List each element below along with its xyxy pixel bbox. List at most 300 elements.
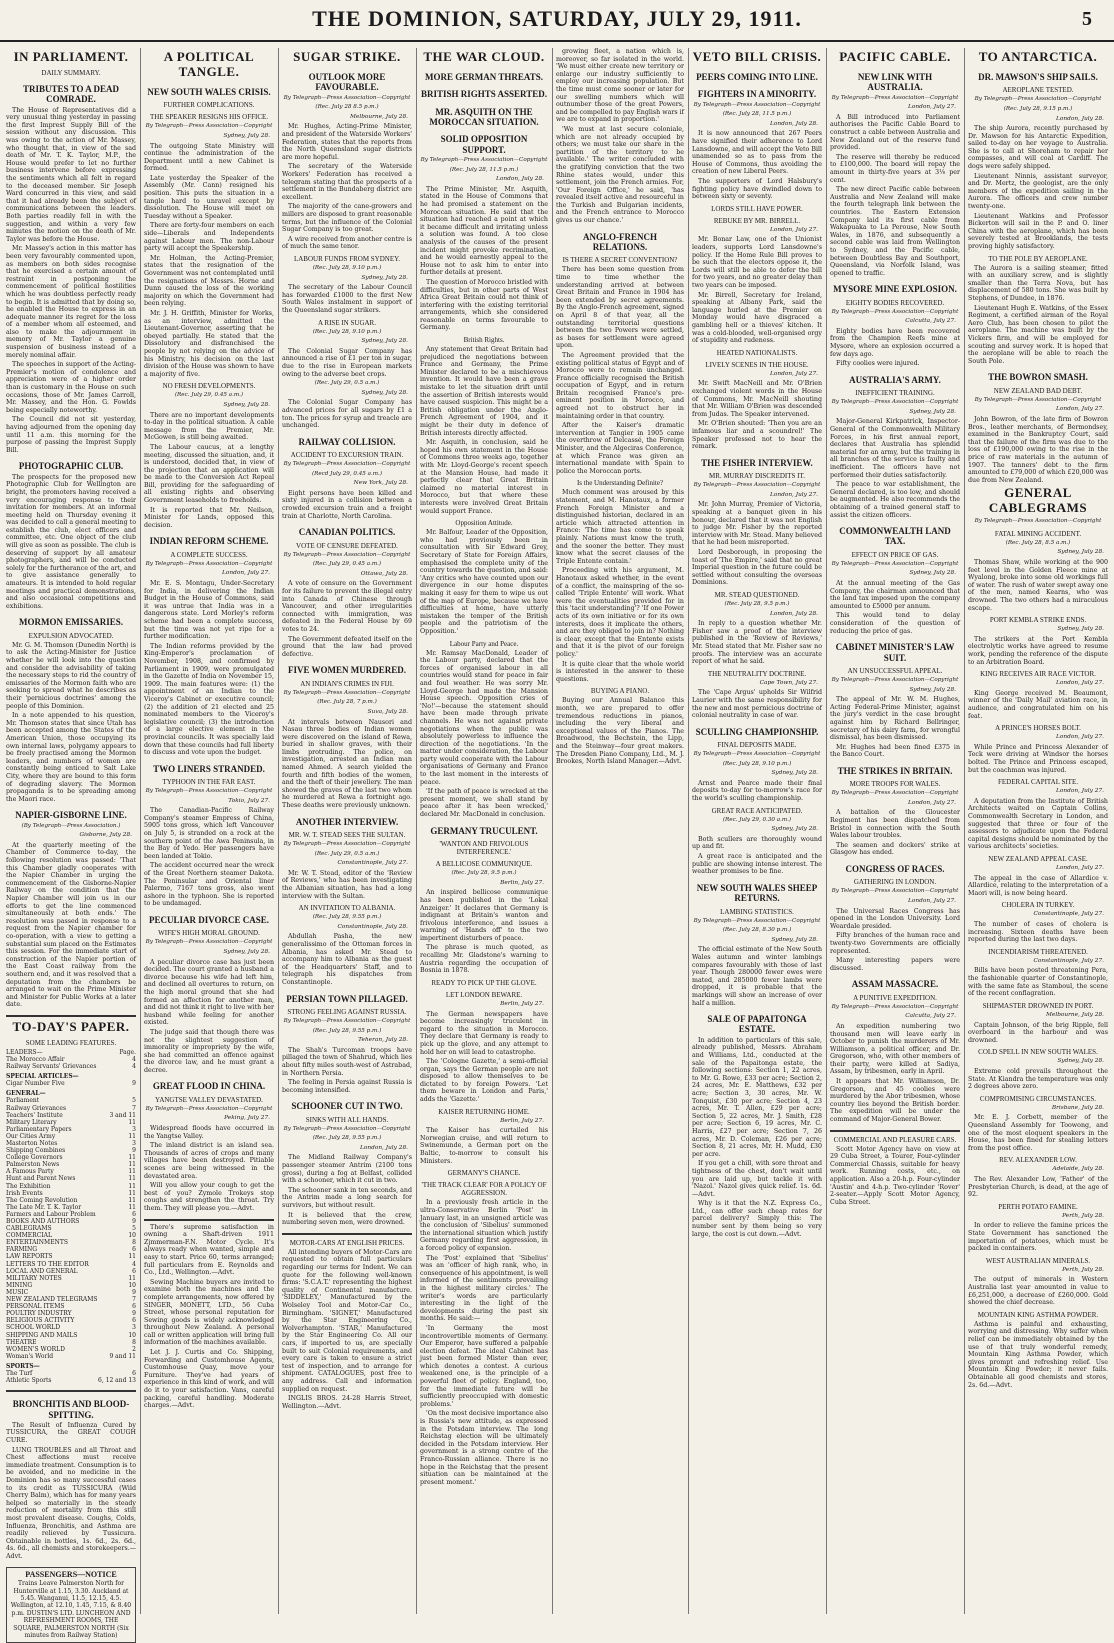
minor-heading: AEROPLANE TESTED. bbox=[1002, 86, 1074, 95]
contents-entry: THEATRE bbox=[6, 1338, 37, 1346]
subheadline: PECULIAR DIVORCE CASE. bbox=[148, 914, 270, 925]
dateline: Suva, July 28. bbox=[367, 708, 408, 715]
subheadline: THE STRIKES IN BRITAIN. bbox=[837, 765, 953, 776]
masthead bbox=[0, 0, 1114, 42]
contents-entry: LETTERS TO THE EDITOR bbox=[6, 1260, 89, 1268]
article-paragraph: INGLIS BROS. 24-28 Harris Street, Wellington.—Advt. bbox=[282, 1395, 412, 1410]
received-time: (Rec. July 28, 9.10 p.m.) bbox=[312, 328, 382, 335]
dateline: London, July 27. bbox=[908, 799, 956, 806]
minor-heading: COLD SPELL IN NEW SOUTH WALES. bbox=[978, 1048, 1098, 1057]
article-paragraph: Eight persons have been killed and sixty injured in a collision between a crowded excursion train and a freight train at Charlotte, North Carolina. bbox=[282, 489, 412, 520]
contents-row bbox=[6, 1112, 136, 1119]
article-paragraph: Lord Desborough, in proposing the toast of 'The Empire,' said that no great Imperial question in the future could be settled without consulting the overseas Dominions. bbox=[692, 548, 822, 587]
article-paragraph: The Shah's Turcoman troops have pillaged the town of Shahrud, which lies about fifty miles south-west of Astrabad, in Northern Persia. bbox=[282, 1046, 412, 1077]
contents-row bbox=[6, 1346, 136, 1353]
article-paragraph: The new direct Pacific cable between Australia and New Zealand will make the fourth telegraph link between the countries. The Eastern Extension Company laid its first cable from Wakapuaka to La Perouse, New South Wales, in 1876, and subsequently a second cable was laid from Wellington to Sydney, and the Pacific cable, between Doubtless Bay and Southport, Queensland, via Norfolk Island, was opened to traffic. bbox=[830, 186, 960, 277]
article-paragraph: A great race is anticipated and the public are showing intense interest. The weather promises to be fine. bbox=[692, 853, 822, 876]
contents-entry: MUSIC bbox=[6, 1288, 29, 1296]
dateline: London, July 28. bbox=[1056, 115, 1104, 122]
contents-entry: CABLEGRAMS bbox=[6, 1225, 52, 1233]
article-paragraph: Asthma is painful and exhausting, worrying and distressing. Why suffer when relief can be immediately obtained by the use of that truly wonderful remedy, Mountain King Asthma Powder, which gives prompt and refreshing relief. Use Mountain King Powder; it never fails. Obtainable all good chemists and stores, 2s. 6d.—Advt. bbox=[968, 1320, 1108, 1389]
article-paragraph: At the annual meeting of the Gas Company, the chairman announced that the land tax imposed upon the company amounted to £5000 per annum. bbox=[830, 580, 960, 610]
subheadline: GREAT FLOOD IN CHINA. bbox=[152, 1081, 266, 1092]
article-paragraph: An expedition numbering two thousand men will leave early in October to punish the murderers of Mr. Williamson, a political officer, and Dr. Gregorson, who, with other members of their party, were killed at Sadiya, Assam, by tribesmen, early in April. bbox=[830, 1022, 960, 1076]
subheadline: FIGHTERS IN A MINORITY. bbox=[697, 89, 817, 100]
subheadline: DR. MAWSON'S SHIP SAILS. bbox=[978, 71, 1098, 82]
contents-row bbox=[6, 1154, 136, 1161]
article-paragraph: Mr. Balfour, Leader of the Opposition, who had previously been in consultation with Sir Edward Grey, Secretary of State for Foreign Affairs, emphasised the complete unity of the country towards the question, and said: 'Any critics who have counted upon our divergence in our home disputes making it easy for them to wipe us out of the map of Europe, because we have difficulties at home, have utterly mistaken the temper of the British people and the patriotism of the Opposition.' bbox=[420, 529, 548, 635]
contents-page: 3 bbox=[132, 1324, 136, 1332]
contents-page: 4 bbox=[132, 1055, 136, 1063]
article-paragraph: Mr. Massey's action in this matter has been very favourably commented upon, as members on both sides recognise that he exercised a certain amount of restraint in postponing the commencement of political hostilities which he was doubtless perfectly ready to begin. It is admitted that by doing so, he enabled the House to express in an adequate manner its regret for the loss of a member whom all esteemed, and also to make the adjournment in memory of Mr. Taylor a genuine suspension of business instead of a merely nominal affair. bbox=[6, 245, 136, 359]
article-paragraph: Proceeding with his argument, M. Hanotaux asked whether, in the event of a conflict, the mainspring of the so-called 'Triple Entente' will work. What were the eventualities provided for in this 'tacit understanding'? 'If one Power acts of its own initiative or for its own interests, does it implicate the others, and are they obliged to join in? Nothing is clear, except that the Entente exists and that it is the pivot of our foreign policy.' bbox=[556, 567, 684, 658]
article-paragraph: Much comment was aroused by this statement, and M. Hanotaux, a former French Foreign Minister and a distinguished historian, declared in an article which attracted attention in France: 'The time has come to speak plainly. Nations must know the truth, and the sooner the better. They must know what the secret clauses of the Triple Entente contain.' bbox=[556, 489, 684, 565]
article-paragraph: The German newspapers have become increasingly truculent in regard to the situation in Morocco. They declare that Germany is ready to pick up the glove, and any attempt to hold her on will lead to catastrophe. bbox=[420, 1010, 548, 1056]
minor-heading: REV. ALEXANDER LOW. bbox=[999, 1156, 1077, 1165]
section-divider bbox=[6, 1390, 136, 1392]
section-divider bbox=[144, 1219, 274, 1221]
article-paragraph: It is now announced that 267 Peers have signified their adherence to Lord Lansdowne, and will accept the Veto Bill unamended so as to pass from the House of Commons, thus avoiding the creation of new Liberal Peers. bbox=[692, 130, 822, 176]
received-time: (Rec. July 28, 9.5 p.m.) bbox=[724, 600, 790, 607]
subheadline: SCULLING CHAMPIONSHIP. bbox=[695, 726, 819, 737]
telegraph-credit: By Telegraph—Press Association—Copyright bbox=[974, 96, 1102, 103]
contents-page: 3 bbox=[132, 1125, 136, 1133]
subheadline: CONGRESS OF RACES. bbox=[845, 864, 945, 875]
contents-row bbox=[6, 1119, 136, 1126]
article-paragraph: All intending buyers of Motor-Cars are requested to obtain full particulars regarding our terms for Indent. We can quote for the following well-known firms: 'S.C.A.T.' representing the highest quality of Continental manufacture. 'SIDDELEY,' Manufactured by the Wolseley Tool and Motor-Car Co., Birmingham. 'SIGNET,' Manufactured by the Star Engineering Co., Wolverhampton. 'STAR,' Manufactured by the Star Engineering Co. All our cars, if imported to us, are specially built to suit Colonial requirements, and every care is taken to ensure a strict test of inspection, and to arrange for shipment. CATALOGUES, post free to any address. Call and information supplied on request. bbox=[282, 1248, 412, 1393]
contents-page: 5 bbox=[132, 1225, 136, 1233]
article-paragraph: The Agreement provided that the existing political status of Egypt and of Morocco were to remain unchanged. France officially recognised the British occupation of Egypt, and in return Britain recognised France's pre-eminent position in Morocco, and agreed not to obstruct her in maintaining order in that country. bbox=[556, 351, 684, 420]
article-paragraph: Eighty bodies have been recovered from the Champion Reefs mine at Mysore, where an explosion occurred a few days ago. bbox=[830, 327, 960, 358]
minor-heading: MOUNTAIN KING ASTHMA POWDER. bbox=[977, 1310, 1099, 1319]
dateline: Cape Town, July 27. bbox=[759, 679, 818, 686]
contents-row bbox=[6, 1090, 136, 1097]
subheadline: MR. ASQUITH ON THE MOROCCAN SITUATION. bbox=[429, 106, 539, 127]
article-paragraph: Mr. W. T. Stead, editor of the 'Review of Reviews,' who has been investigating the Albanian situation, has had a long interview with the Sultan. bbox=[282, 869, 412, 900]
received-time: (Rec. July 29, 0.45 a.m.) bbox=[174, 392, 244, 399]
article-paragraph: Fifty coolies were injured. bbox=[836, 360, 920, 368]
dateline: Sydney, July 28. bbox=[909, 570, 956, 577]
column-5 bbox=[556, 48, 684, 1614]
contents-page: 10 bbox=[128, 1232, 136, 1240]
subheadline: ASSAM MASSACRE. bbox=[851, 979, 939, 990]
telegraph-credit: By Telegraph—Press Association—Copyright bbox=[831, 888, 959, 895]
received-time: (Rec. July 28, 9.55 p.m.) bbox=[312, 914, 382, 921]
dateline: Ottawa, July 28. bbox=[360, 570, 408, 577]
article-paragraph: The Prime Minister, Mr. Asquith, stated in the House of Commons that he had promised a statement on the Moroccan situation. He said that the situation had reached a point at which it became difficult and irritating unless a solution was found. A too close analysis of the causes of the present incident might provoke recrimination, and he would earnestly appeal to the House not to ask him to enter into further details at present. bbox=[420, 185, 548, 277]
telegraph-credit: By Telegraph—Press Association—Copyright bbox=[974, 518, 1102, 525]
minor-heading: WEST AUSTRALIAN MINERALS. bbox=[985, 1256, 1091, 1265]
article-paragraph: 'In Germany the most incontrovertible moments of Germany. Our Emperor, have suffered a palpable election defeat. The ideal Cabinet has just been formed Mister than ever, which denotes a contest. A curious weakened one, is the principle of a powerful fleet of policy. England, too, for the immediate future will be sufficiently preoccupied with domestic problems.' bbox=[420, 1324, 548, 1408]
article-paragraph: The feeling in Persia against Russia is becoming intensified. bbox=[282, 1079, 412, 1094]
article-paragraph: Mr. E. S. Montagu, Under-Secretary for India, in delivering the Indian Budget in the House of Commons, said it was untrue that India was in a dangerous state. Lord Morley's reform scheme had been a complete success, but the time was not yet ripe for a further modification. bbox=[144, 580, 274, 641]
dateline: Sydney, July 28. bbox=[771, 936, 818, 943]
dateline: London, July 27. bbox=[1056, 788, 1104, 795]
telegraph-credit: By Telegraph—Press Association—Copyright bbox=[693, 101, 821, 108]
article-paragraph: Bills have been posted threatening Pera, the fashionable quarter of Constantinople, with the same fate as Stamboul, the scene of the recent conflagration. bbox=[968, 967, 1108, 998]
article-paragraph: Mr. Holman, the Acting-Premier, states that the resignation of the Government was not contemplated until the resignations of Messrs. Horne and Dunn caused the loss of the working majority on which the Government had been relying. bbox=[144, 254, 274, 308]
dateline: Sydney, July 28. bbox=[223, 401, 270, 408]
minor-heading: COMMERCIAL AND PLEASURE CARS. bbox=[833, 1135, 957, 1144]
minor-heading: YANGTSE VALLEY DEVASTATED. bbox=[155, 1095, 263, 1104]
received-time: (Rec. July 28, 8.5 a.m.) bbox=[1005, 539, 1071, 546]
minor-heading: COMPROMISING CIRCUMSTANCES. bbox=[979, 1094, 1097, 1103]
column-2 bbox=[144, 48, 274, 1614]
article-paragraph: The supporters of Lord Halsbury's fighting policy have dwindled down to between sixty or seventy. bbox=[692, 177, 822, 201]
dateline: Calcutta, July 27. bbox=[905, 318, 956, 325]
telegraph-credit: By Telegraph—Press Association—Copyright bbox=[145, 788, 273, 795]
telegraph-credit: By Telegraph—Press Association—Copyright bbox=[420, 157, 548, 163]
article-paragraph: Mr. Birrell, Secretary for Ireland, speaking at Albany Park, said the language hurled at the Premier on Monday would have disgraced a gambling hell or a thieves' kitchen. It was a cold-blooded, well-organised orgy of stupidity and rudeness. bbox=[692, 291, 822, 345]
contents-page: 10 bbox=[128, 1281, 136, 1289]
contents-entry: NEW ZEALAND TELEGRAMS bbox=[6, 1296, 98, 1304]
dateline: Melbourne, July 28. bbox=[1045, 1011, 1104, 1018]
contents-entry: SPECIAL ARTICLES— bbox=[6, 1073, 79, 1081]
headline: A POLITICAL TANGLE. bbox=[163, 49, 255, 79]
contents-row bbox=[6, 1253, 136, 1260]
received-time: (Rec. July 28, 8.30 p.m.) bbox=[722, 927, 792, 934]
article-paragraph: A vote of censure on the Government for its failure to prevent the illegal entry into Canada of Chinese through Vancouver, and other irregularities connected with immigration, was defeated in the Federal House by 69 votes to 24. bbox=[282, 580, 412, 633]
contents-entry: FARMING bbox=[6, 1246, 38, 1254]
column-rule bbox=[964, 48, 965, 1614]
article-paragraph: 'On the most decisive importance also is Russia's new attitude, as expressed in the Potsdam interview. The long Reichstag election will be ultimately decided in the Potsdam interview. Her government is a strong centre of the Franco-Russian alliance. There is no hope in the Reichstag that the present situation can be maintained at the present moment.' bbox=[420, 1410, 548, 1486]
subheadline: INDIAN REFORM SCHEME. bbox=[149, 536, 269, 547]
contents-row bbox=[6, 1097, 136, 1104]
telegraph-credit: By Telegraph—Press Association—Copyright bbox=[283, 551, 411, 558]
telegraph-credit: By Telegraph—Press Association—Copyright bbox=[693, 917, 821, 924]
contents-page: 10 bbox=[128, 1331, 136, 1339]
contents-page: 11 bbox=[128, 1274, 136, 1282]
minor-heading: MORE TROOPS FOR WALES. bbox=[849, 780, 941, 789]
telegraph-credit: By Telegraph—Press Association—Copyright bbox=[831, 308, 959, 315]
minor-heading: KING RECEIVES AIR RACE VICTOR. bbox=[980, 670, 1096, 679]
contents-entry: LOCAL AND GENERAL bbox=[6, 1267, 78, 1275]
article-paragraph: While Prince and Princess Alexander of Teck were driving at Windsor the horses bolted. The Prince and Princess escaped, but the coachman was injured. bbox=[968, 743, 1108, 774]
minor-heading: NEW ZEALAND BAD DEBT. bbox=[993, 386, 1083, 395]
article-paragraph: Mr. Asquith, in conclusion, said he hoped his own statement in the House of Commons three weeks ago, together with Mr. Lloyd-George's recent speech at the Mansion House, had made it perfectly clear that Great Britain claimed no material interest in Morocco, but that where these interests were involved Great Britain would support France. bbox=[420, 439, 548, 515]
contents-entry: MINING bbox=[6, 1281, 33, 1289]
article-paragraph: It appears that Mr. Williamson, Dr. Gregorson, and 45 coolies were murdered by the Abor tribesmen, whose country lies beyond the British border. The expedition will be under the command of Major-General Bower. bbox=[830, 1078, 960, 1124]
received-time: (Rec. July 28, 9.55 p.m.) bbox=[312, 1135, 382, 1142]
subheadline: TWO LINERS STRANDED. bbox=[153, 763, 265, 774]
article-paragraph: Lieutenant Hugh E. Watkins, of the Essex Regiment, a certified airman of the Royal Aero Club, has been chosen to pilot the aeroplane. The machine was built by the Vickers firm, and will be employed for scouting and survey work. It is hoped that the aeroplane will be able to reach the South Pole. bbox=[968, 304, 1108, 365]
contents-row bbox=[6, 1133, 136, 1140]
minor-heading: MOTOR-CARS AT ENGLISH PRICES. bbox=[289, 1238, 405, 1247]
advertisement-text: Trains Leave Palmerston North for Hunterville at 1.15, 3.30. Auckland at 5.45. Wanganui, 11.5, 12.15, 4.5. Wellington, at 12.10, 1.45, 7.15, & 8.40 p.m. DUSTIN'S LTD. LUNCHEON AND REFRESHMENT ROOMS, THE SQUARE, PALMERSTON NORTH (Six minutes from Railway Station) bbox=[10, 1580, 132, 1639]
minor-heading: LET LONDON BEWARE. bbox=[445, 990, 523, 999]
section-divider bbox=[282, 1233, 412, 1235]
dateline: London, July 28. bbox=[770, 610, 818, 617]
article-paragraph: Mr. Hughes, Acting-Prime Minister, and president of the Waterside Workers' Federation, states that the reports from the North Queensland sugar districts are more hopeful. bbox=[282, 123, 412, 161]
contents-page: 4 bbox=[132, 1260, 136, 1268]
article-paragraph: A peculiar divorce case has just been decided. The court granted a husband a divorce because his wife had left him, and declined all overtures to return, on the high moral ground that she had formed an affection for another man, and did not think it right to live with her husband while feeling for another existed. bbox=[144, 958, 274, 1027]
minor-heading: MR. W. T. STEAD SEES THE SULTAN. bbox=[288, 830, 406, 839]
minor-heading: TO THE POLE BY AEROPLANE. bbox=[988, 254, 1088, 263]
article-paragraph: A deputation from the Institute of British Architects waited on Captain Collins, Commonwealth Secretary in London, and suggested that three or four of the assessors to adjudicate upon the Federal capital designs should be nominated by the various architects' societies. bbox=[968, 797, 1108, 851]
column-rule bbox=[826, 48, 827, 1614]
article-paragraph: 'We must at last secure coloniale, which are not already occupied by others; we must take our share in the partition of the territory to be available.' The writer concluded with the gratifying conviction that the two Rhine states would, under this settlement, join the French armies. For, 'Our Foreign Office,' he said, 'has revealed itself active and resourceful in the Turkish and Bulgarian incidents, and the French entrance to Morocco gives us our chance.' bbox=[556, 125, 684, 225]
headline: PACIFIC CABLE. bbox=[839, 49, 951, 64]
minor-heading: FATAL MINING ACCIDENT. bbox=[994, 529, 1082, 538]
contents-page: 9 bbox=[132, 1310, 136, 1318]
subheadline: MYSORE MINE EXPLOSION. bbox=[833, 284, 957, 295]
article-paragraph: LUNG TROUBLES and all Throat and Chest affections must receive immediate treatment. Consumption is to be avoided, and no medicine in the Dominion has so many successful cases to its credit as TUSSICURA (Wild Cherry Balm), which has for many years helped so materially in the steady reduction of mortality from this still most prevalent disease. Coughs, Colds, Influenza, Bronchitis, and Asthma are readily relieved by Tussicura. Obtainable in bottles, 1s. 6d., 2s. 6d., 4s. 6d., all chemists and storekeepers.—Advt. bbox=[6, 1446, 136, 1560]
dateline: Sydney, July 28. bbox=[909, 686, 956, 693]
subheadline: FIVE WOMEN MURDERED. bbox=[287, 665, 407, 676]
minor-heading: Opposition Attitude. bbox=[455, 519, 513, 528]
subheadline: MORE GERMAN THREATS. bbox=[425, 71, 543, 82]
contents-list bbox=[6, 1049, 136, 1384]
contents-page: 9 bbox=[132, 1147, 136, 1155]
contents-page: 11 bbox=[128, 1161, 136, 1169]
subheadline: ANGLO-FRENCH RELATIONS. bbox=[583, 231, 657, 252]
contents-row bbox=[6, 1190, 136, 1197]
minor-heading: SINKS WITH ALL HANDS. bbox=[305, 1115, 389, 1124]
received-time: (Rec. July 28, 11.5 p.m.) bbox=[449, 166, 519, 173]
contents-page: 6, 12 and 13 bbox=[98, 1377, 136, 1385]
article-paragraph: The majority of the cane-growers and millers are disposed to grant reasonable terms, but the influence of the Colonial Sugar Company is too great. bbox=[282, 203, 412, 234]
contents-page: 11 bbox=[128, 1253, 136, 1261]
contents-row bbox=[6, 1370, 136, 1377]
article-paragraph: An inspired bellicose communique has been published in the 'Lokal Anzeiger.' It declares that Germany is indignant at Britain's wanton and frivolous interference, and issues a warning of 'Hands off' to the two impertinent disturbers of peace. bbox=[420, 889, 548, 942]
article-paragraph: The number of cases of cholera is increasing. Sixteen deaths have been reported during the last two days. bbox=[968, 921, 1108, 944]
page-number: 5 bbox=[1082, 8, 1092, 30]
contents-row bbox=[6, 1056, 136, 1063]
telegraph-credit: By Telegraph—Press Association—Copyright bbox=[283, 1017, 411, 1024]
dateline: Sydney, July 28. bbox=[1057, 549, 1104, 556]
contents-row bbox=[6, 1246, 136, 1253]
article-paragraph: It is reported that Mr. Neilson, Minister for Lands, opposed this decision. bbox=[144, 506, 274, 529]
received-time: (Rec. July 28, 9.55 p.m.) bbox=[312, 1027, 382, 1034]
article-paragraph: The Colonial Sugar Company has advanced prices for all sugars by £1 a ton. The prices for syrup and treacle are unchanged. bbox=[282, 399, 412, 430]
subheadline: RAILWAY COLLISION. bbox=[298, 436, 396, 447]
contents-row bbox=[6, 1183, 136, 1190]
contents-entry: Railway Grievances bbox=[6, 1104, 67, 1112]
article-paragraph: Mr. G. M. Thomson (Dunedin North) is to ask the Acting-Minister for Justice whether he will look into the question and consider the advisability of taking the necessary steps to rid the country of emissaries of the Mormon faith who are seeking to spread what he describes as their 'pernicious doctrines' among the people of this Dominion. bbox=[6, 641, 136, 710]
contents-row bbox=[6, 1105, 136, 1112]
telegraph-credit: By Telegraph—Press Association—Copyright bbox=[693, 751, 821, 758]
article-paragraph: The strikers at the Port Kembla electrolytic works have agreed to resume work, pending the reference of the dispute to an Arbitration Board. bbox=[968, 635, 1108, 666]
article-paragraph: In reply to a question whether Mr. Fisher saw a proof of the interview published in the 'Review of Reviews,' Mr. Stead stated that Mr. Fisher saw no proofs. The interview was an accurate report of what he said. bbox=[692, 620, 822, 666]
subheadline: SOLID OPPOSITION SUPPORT. bbox=[440, 134, 528, 155]
contents-row bbox=[6, 1049, 136, 1056]
article-paragraph: King George received M. Beaumont, winner of the 'Daily Mail' aviation race, in audience, and congratulated him on his feat. bbox=[968, 689, 1108, 720]
subheadline: BRONCHITIS AND BLOOD-SPITTING. bbox=[12, 1399, 130, 1420]
dateline: Sydney, July 28. bbox=[771, 770, 818, 777]
received-time: (Rec. July 29, 0.5 a.m.) bbox=[314, 380, 380, 387]
subheadline: BRITISH RIGHTS ASSERTED. bbox=[421, 89, 547, 100]
dateline: Brisbane, July 28. bbox=[1051, 1104, 1104, 1111]
contents-entry: POULTRY INDUSTRY bbox=[6, 1310, 72, 1318]
subheadline: AUSTRALIA'S ARMY. bbox=[849, 374, 941, 385]
contents-page: 9 and 11 bbox=[109, 1352, 136, 1360]
contents-entry: Military Literary bbox=[6, 1118, 57, 1126]
article-paragraph: Why is it that the N.Z. Express Co., Ltd., can offer such cheap rates for parcel delivery? Simply this: The number sent by them being so very large, the cost is cut down.—Advt. bbox=[692, 1200, 822, 1238]
contents-entry: MILITARY NOTES bbox=[6, 1274, 62, 1282]
contents-row bbox=[6, 1261, 136, 1268]
minor-heading: INEFFICIENT TRAINING. bbox=[855, 389, 935, 398]
minor-heading: LIVELY SCENES IN THE HOUSE. bbox=[705, 360, 809, 369]
minor-heading: NEW ZEALAND APPEAL CASE. bbox=[988, 855, 1088, 863]
article-paragraph: Captain Johnson, of the brig Ripple, fell overboard in the harbour and was drowned. bbox=[968, 1021, 1108, 1044]
article-paragraph: Sewing Machine buyers are invited to examine both the machines and the complete arrangements, now offered by SINGER, MONETT, LTD., 56 Cuba Street, whose personal reputation for Sewing goods is widely acknowledged throughout New Zealand. A personal call or written application will bring full information of the machines available. bbox=[144, 1278, 274, 1347]
dateline: Calcutta, July 27. bbox=[905, 1013, 956, 1020]
contents-entry: COMMERCIAL bbox=[6, 1232, 52, 1240]
contents-row bbox=[6, 1332, 136, 1339]
contents-page: 9 bbox=[132, 1218, 136, 1226]
article-paragraph: The reserve will thereby be reduced to £100,000. The board will repay the amount in thirty-five years at 3⅛ per cent. bbox=[830, 153, 960, 184]
telegraph-credit: By Telegraph—Press Association—Copyright bbox=[283, 841, 411, 848]
dateline: London, July 27. bbox=[770, 226, 818, 233]
contents-page: 6 bbox=[132, 1246, 136, 1254]
minor-heading: MR. MURRAY DISCREDITS IT. bbox=[708, 472, 805, 481]
contents-entry: Masterton Notes bbox=[6, 1139, 58, 1147]
minor-heading: FURTHER COMPLICATIONS. bbox=[163, 101, 255, 110]
article-paragraph: After the Kaiser's dramatic intervention at Tangier in 1905 came the overthrow of Delcassé, the Foreign Minister, and the Algeciras Conference, at which France was given an international mandate with Spain to police the Moroccan ports. bbox=[556, 422, 684, 475]
article-paragraph: Late yesterday the Speaker of the Assembly (Mr. Cann) resigned his position. This puts the situation in a tangle hard to unravel except by dissolution. The House will meet on Tuesday without a Speaker. bbox=[144, 174, 274, 220]
received-time: (Rec. July 29, 0.30 a.m.) bbox=[722, 816, 792, 823]
minor-heading: VOTE OF CENSURE DEFEATED. bbox=[296, 541, 398, 550]
contents-entry: RELIGIOUS ACTIVITY bbox=[6, 1317, 75, 1325]
contents-page: 11 bbox=[128, 1154, 136, 1162]
minor-heading: NO FRESH DEVELOPMENTS. bbox=[162, 382, 256, 391]
minor-heading: PERTH POTATO FAMINE. bbox=[998, 1202, 1078, 1211]
dateline: Constantinople, July 27. bbox=[1033, 911, 1104, 918]
subheadline: TRIBUTES TO A DEAD COMRADE. bbox=[23, 83, 119, 105]
minor-heading: FEDERAL CAPITAL SITE. bbox=[997, 778, 1078, 787]
column-8 bbox=[968, 48, 1108, 1614]
contents-entry: Palmerston News bbox=[6, 1161, 60, 1169]
dateline: Berlin, July 27. bbox=[500, 879, 544, 886]
article-paragraph: If you get a chill, with sore throat and tightness of the chest, don't wait until you are laid up, but tackle it with 'Nazol.' Nazol gives quick relief. 1s. 6d.—Advt. bbox=[692, 1160, 822, 1198]
subheadline: SCHOONER CUT IN TWO. bbox=[291, 1101, 403, 1112]
dateline: Sydney, July 28. bbox=[909, 408, 956, 415]
subheadline: PHOTOGRAPHIC CLUB. bbox=[18, 461, 124, 472]
contents-entry: Teachers' Institute bbox=[6, 1111, 63, 1119]
article-paragraph: 'If the path of peace is wrecked at the present moment, we shall stand by peace after it has been wrecked,' declared Mr. MacDonald in conclusion. bbox=[420, 788, 548, 819]
telegraph-credit: By Telegraph—Press Association—Copyright bbox=[831, 399, 959, 406]
telegraph-credit: By Telegraph—Press Association—Copyright bbox=[283, 1125, 411, 1132]
article-paragraph: The outgoing State Ministry will continue the administration of the Department until a new Cabinet is formed. bbox=[144, 142, 274, 173]
minor-heading: LORDS STILL HAVE POWER. bbox=[711, 204, 803, 213]
contents-row bbox=[6, 1296, 136, 1303]
contents-row bbox=[6, 1073, 136, 1080]
advertisement bbox=[6, 1567, 136, 1643]
telegraph-credit: By Telegraph—Press Association—Copyright bbox=[283, 689, 411, 696]
contents-entry: WOMEN'S WORLD bbox=[6, 1345, 65, 1353]
column-rule bbox=[552, 48, 553, 1614]
dateline: Perth, July 28. bbox=[1062, 1212, 1104, 1219]
minor-heading: REBUKE BY MR. BIRRELL. bbox=[713, 216, 801, 225]
contents-page: 2 bbox=[132, 1345, 136, 1353]
dateline: Adelaide, July 28. bbox=[1052, 1166, 1104, 1173]
dateline: Sydney, July 28. bbox=[223, 132, 270, 139]
minor-heading: THE SPEAKER RESIGNS HIS OFFICE. bbox=[149, 113, 269, 122]
received-time: (Rec. July 28, 7 p.m.) bbox=[317, 699, 377, 706]
dateline: Sydney, July 28. bbox=[361, 274, 408, 281]
minor-heading: AN INVITATION TO ALBANIA. bbox=[298, 904, 396, 913]
telegraph-credit: By Telegraph—Press Association—Copyright bbox=[145, 1105, 273, 1112]
minor-heading: GATHERING IN LONDON. bbox=[853, 878, 937, 887]
minor-heading: AN INDIAN'S CRIMES IN FIJI. bbox=[300, 679, 394, 688]
contents-page: 9 bbox=[132, 1080, 136, 1088]
minor-heading: A RISE IN SUGAR. bbox=[318, 318, 376, 327]
article-paragraph: The Canadian-Pacific Railway Company's steamer Empress of China, 5905 tons gross, which left Vancouver on July 5, is stranded on a rock at the southern point of the Awa Peninsula, in the Bay of Yedo. Her passengers have been landed at Tokio. bbox=[144, 807, 274, 860]
contents-entry: ENTERTAINMENTS bbox=[6, 1239, 68, 1247]
minor-heading: GREAT RACE ANTICIPATED. bbox=[711, 806, 803, 815]
dateline: London, July 27. bbox=[1056, 734, 1104, 741]
article-paragraph: Lieutenant Ninnis, assistant surveyor, and Dr. Mertz, the geologist, are the only members of the expedition sailing in the Aurora. The officers and crew number twenty-one. bbox=[968, 172, 1108, 211]
minor-heading: A PRINCE'S HORSES BOLT. bbox=[995, 724, 1081, 733]
contents-entry: The Morocco Affair bbox=[6, 1055, 65, 1063]
subheadline: NEW SOUTH WALES SHEEP RETURNS. bbox=[696, 882, 818, 904]
contents-entry: LEADERS— bbox=[6, 1048, 43, 1056]
telegraph-credit: By Telegraph—Press Association—Copyright bbox=[145, 123, 273, 130]
dateline: Constantinople, July 28. bbox=[337, 923, 408, 930]
article-paragraph: It is quite clear that the whole world is interested in the answer to these questions. bbox=[556, 660, 684, 683]
article-paragraph: The Council did not sit yesterday, having adjourned from the opening day until 11 a.m. this morning for the purpose of passing the Imprest Supply Bill. bbox=[6, 416, 136, 454]
subheadline: NAPIER-GISBORNE LINE. bbox=[15, 810, 127, 821]
dateline: London, July 28. bbox=[496, 176, 544, 183]
article-paragraph: The output of minerals in Western Australia last year amounted in value to £6,251,000, a decrease of £260,000. Gold showed the chief decrease. bbox=[968, 1276, 1108, 1307]
headline: GENERAL CABLEGRAMS bbox=[988, 485, 1088, 516]
minor-heading: A COMPLETE SUCCESS. bbox=[170, 550, 248, 559]
article-paragraph: Widespread floods have occurred in the Yangtse Valley. bbox=[144, 1125, 274, 1140]
telegraph-credit: (By Telegraph—Press Association.) bbox=[21, 822, 121, 829]
dateline: London, July 27. bbox=[1056, 865, 1104, 872]
telegraph-credit: By Telegraph—Press Association—Copyright bbox=[831, 676, 959, 683]
article-paragraph: The speeches in support of the Acting-Premier's motion of condolence and appreciation were of a higher order than is customary in the House on such occasions, those of Mr. James Carroll, Mr. Massey, and the Hon. G. Fowlds being especially noteworthy. bbox=[6, 361, 136, 414]
dateline: Teheran, July 28. bbox=[358, 1037, 408, 1044]
column-rule bbox=[278, 48, 279, 1614]
subheadline: THE BOWRON SMASH. bbox=[988, 372, 1088, 383]
contents-row bbox=[6, 1339, 136, 1346]
telegraph-credit: By Telegraph—Press Association—Copyright bbox=[145, 939, 273, 946]
contents-row bbox=[6, 1204, 136, 1211]
article-paragraph: In order to relieve the famine prices the State Government has sanctioned the importation of potatoes, which must be packed in containers. bbox=[968, 1222, 1108, 1253]
article-paragraph: At intervals between Nausori and Nasau three bodies of Indian women were discovered on the island of Rewa, buried in shallow graves, with their limbs protruding. The police, on investigation, arrested an Indian man named Ahmed. A search yielded the fourth and fifth bodies of the women, and the theft of their jewellery. The man showed the graves of the last two whom he murdered at Rewa a fortnight ago. These deaths were previously unknown. bbox=[282, 718, 412, 810]
headline: VETO BILL CRISIS. bbox=[692, 49, 822, 64]
contents-page: 11 bbox=[128, 1175, 136, 1183]
dateline: Gisborne, July 28. bbox=[79, 832, 132, 839]
article-paragraph: The appeal of Mr. W. M. Hughes, Acting Federal-Prime Minister, against the jury's verdict in the case brought against him by Richard Bellringer, secretary of his dairy farm, for wrongful dismissal, has been dismissed. bbox=[830, 696, 960, 742]
minor-heading: GERMANY'S CHANCE. bbox=[447, 1169, 521, 1178]
minor-heading: BUYING A PIANO. bbox=[590, 687, 650, 696]
subheadline: PERSIAN TOWN PILLAGED. bbox=[286, 993, 408, 1004]
minor-heading: IS THERE A SECRET CONVENTION? bbox=[562, 256, 678, 265]
contents-page: 11 bbox=[128, 1118, 136, 1126]
minor-heading: INCENDIARISM THREATENED. bbox=[988, 947, 1088, 956]
minor-heading: LABOUR FUNDS FROM SYDNEY. bbox=[293, 254, 401, 263]
article-paragraph: In a previously fresh article in the ultra-Conservative Berlin 'Post' in January last, in an unsigned article was the conclusion of 'Sibelius' summoned the international situation which justify Germany regarding first aggression, in a forced policy of expansion. bbox=[420, 1199, 548, 1252]
subheadline: NEW LINK WITH AUSTRALIA. bbox=[857, 71, 933, 93]
article-paragraph: Lieutenant Watkins and Professor Bickerton will sail in the P. and O. liner China with the aeroplane, which has been severely tested at Brooklands, the tests proving highly satisfactory. bbox=[968, 212, 1108, 251]
article-paragraph: The Result of Influenza Cured by TUSSICURA, the GREAT COUGH CURE. bbox=[6, 1421, 136, 1445]
article-paragraph: Mr. O'Brien shouted: 'Then you are an infamous liar and a scoundrel!' The Speaker professed not to hear the remark. bbox=[692, 420, 822, 451]
article-paragraph: This would tend to delay consideration of the question of reducing the price of gas. bbox=[830, 612, 960, 635]
headline: TO-DAY'S PAPER. bbox=[12, 1018, 130, 1034]
article-paragraph: The accident occurred near the wreck of the Great Northern steamer Dakota. The Peninsular and Oriental liner Palermo, 7167 tons gross, also went ashore in the typhoon. She is reported to be undamaged. bbox=[144, 862, 274, 908]
contents-row bbox=[6, 1282, 136, 1289]
contents-page: 11 bbox=[128, 1189, 136, 1197]
minor-heading: A BELLICOSE COMMUNIQUE. bbox=[435, 860, 533, 869]
minor-heading: THE NEUTRALITY DOCTRINE. bbox=[707, 669, 807, 678]
contents-row bbox=[6, 1324, 136, 1331]
contents-entry: A Famous Party bbox=[6, 1168, 54, 1176]
contents-page: 7 bbox=[132, 1296, 136, 1304]
minor-heading: A PUNITIVE EXPEDITION. bbox=[853, 993, 937, 1002]
article-paragraph: The ship Aurora, recently purchased by Dr. Mawson for his Antarctic Expedition, sailed to-day on her voyage to Australia. She is to call at Shoreham to repair her compasses, and will coal at Cardiff. The dogs were safely shipped. bbox=[968, 125, 1108, 171]
